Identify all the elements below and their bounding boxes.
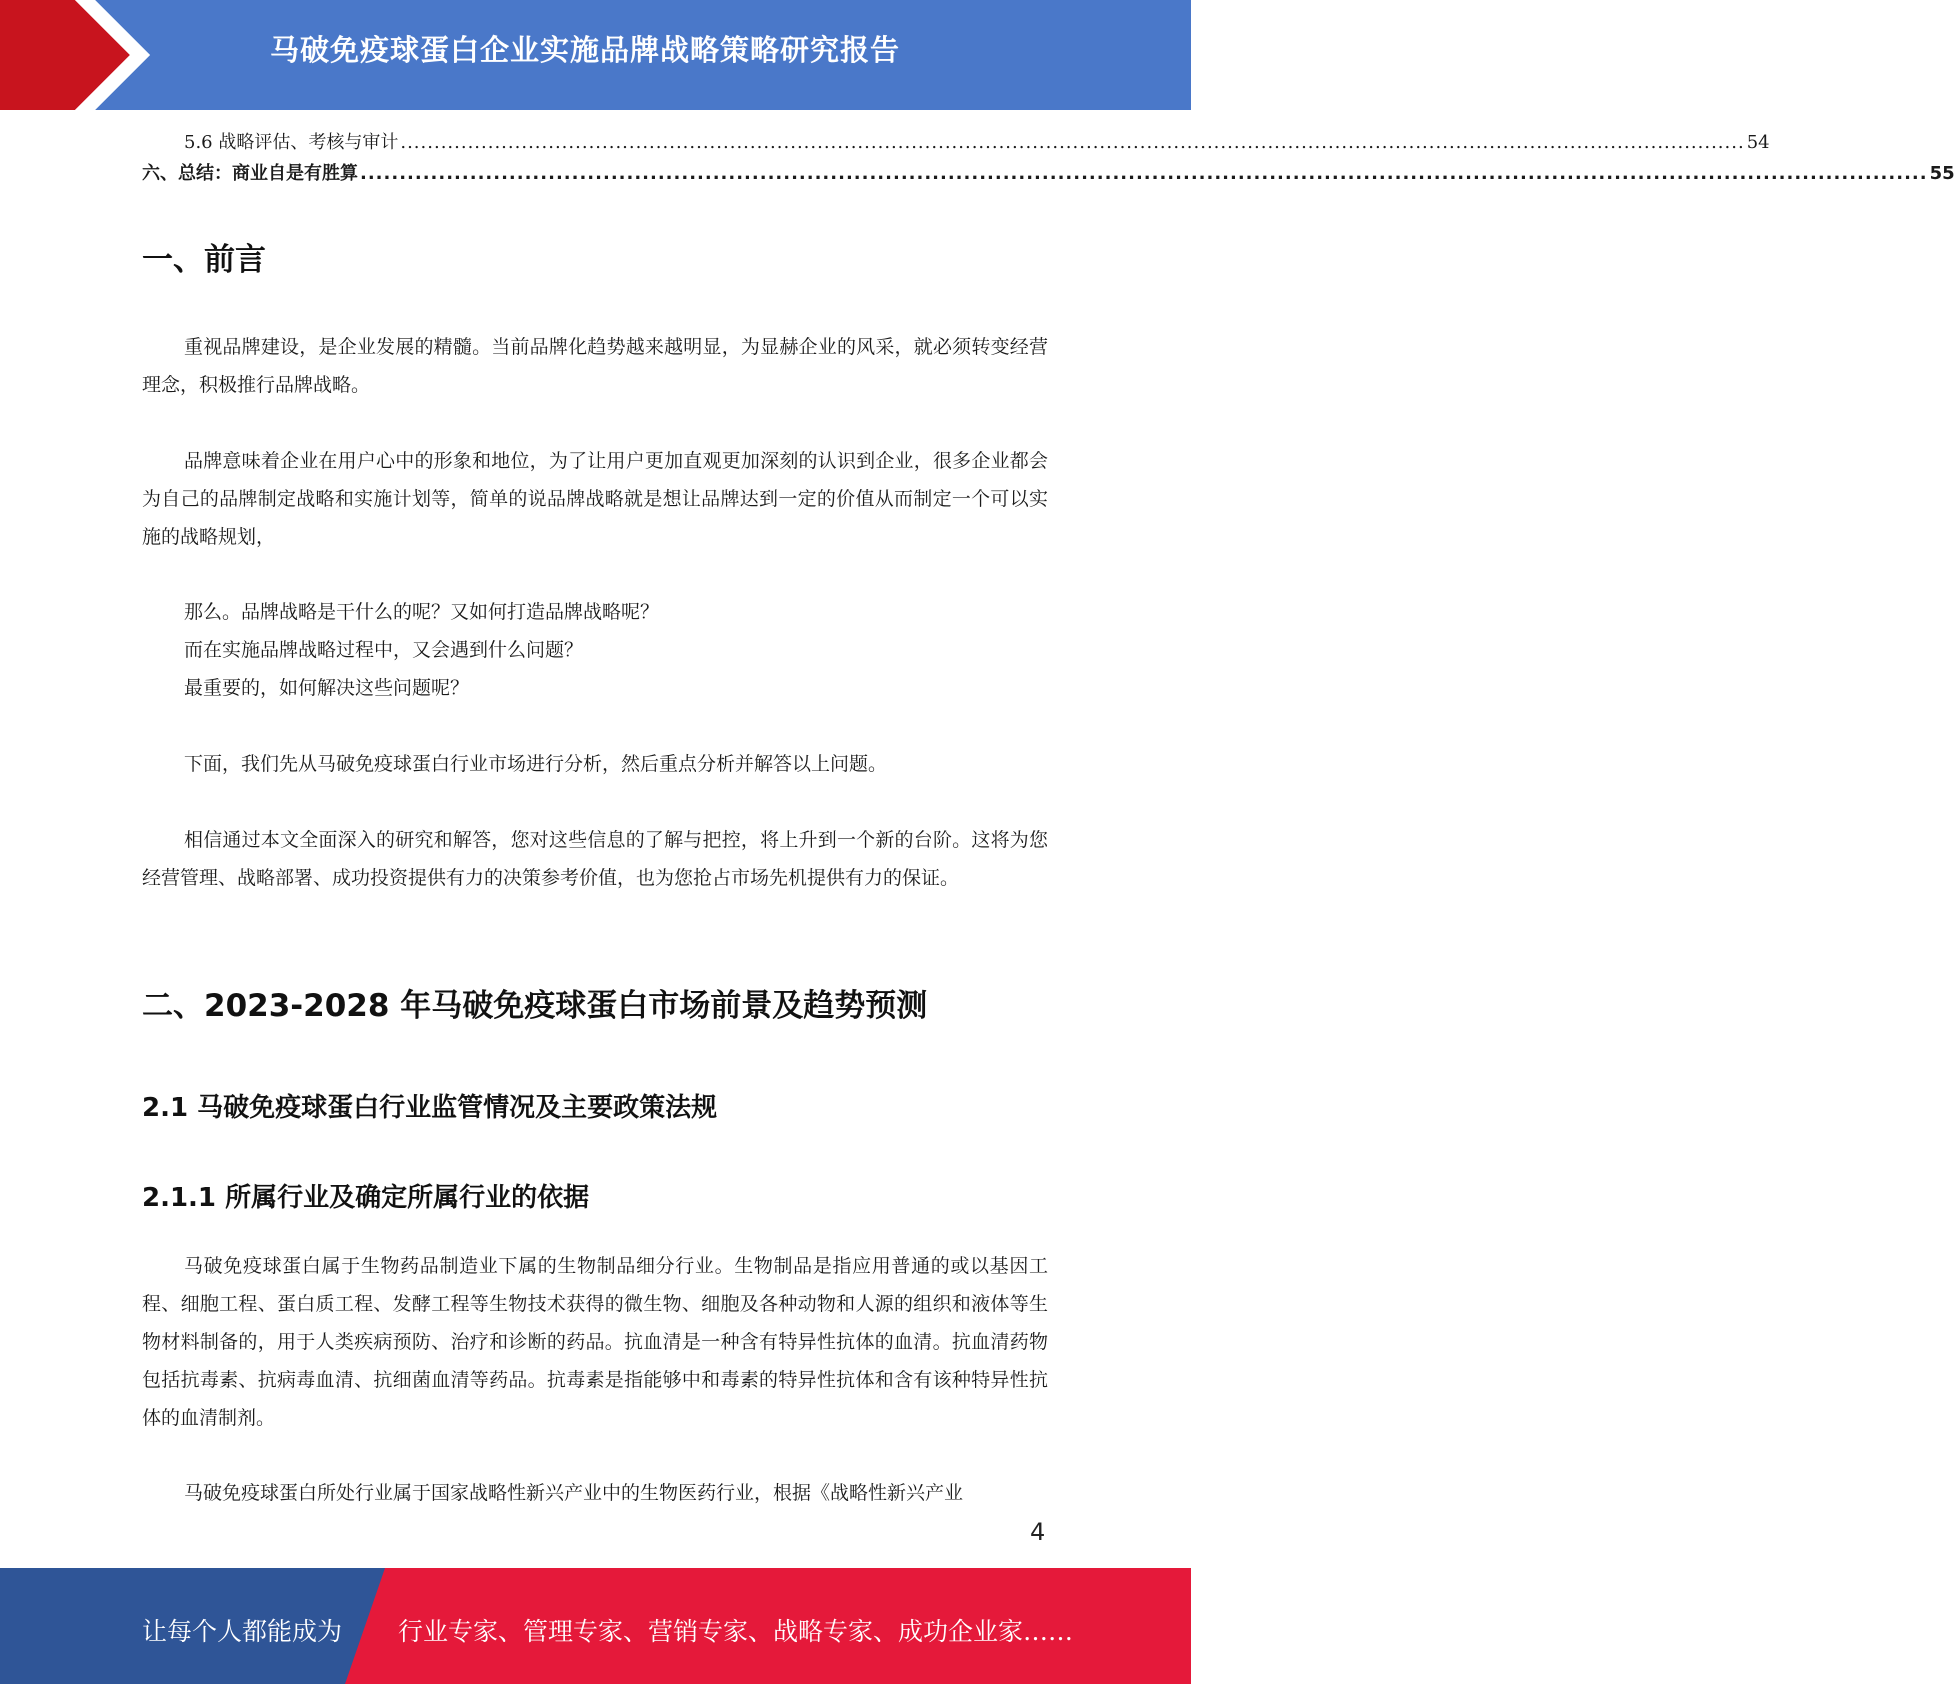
toc-entry-title: 六、总结：商业自是有胜算	[142, 163, 358, 184]
report-title: 马破免疫球蛋白企业实施品牌战略策略研究报告	[270, 33, 901, 67]
section-heading-intro: 一、前言	[142, 242, 266, 278]
paragraph: 重视品牌建设，是企业发展的精髓。当前品牌化趋势越来越明显，为显赫企业的风采，就必须转变经营理念，积极推行品牌战略。	[142, 336, 1048, 396]
toc-leader-dots: ........................................................................................................................................................................................................	[360, 163, 1928, 184]
page-number: 4	[1030, 1518, 1046, 1546]
toc-page-number: 55	[1929, 163, 1955, 184]
footer-slogan-left: 让每个人都能成为	[142, 1617, 343, 1646]
paragraph: 马破免疫球蛋白所处行业属于国家战略性新兴产业中的生物医药行业，根据《战略性新兴产业	[184, 1482, 964, 1504]
subsection-heading: 2.1 马破免疫球蛋白行业监管情况及主要政策法规	[142, 1093, 718, 1123]
section-heading-market: 二、2023-2028 年马破免疫球蛋白市场前景及趋势预测	[142, 988, 928, 1024]
paragraph: 马破免疫球蛋白属于生物药品制造业下属的生物制品细分行业。生物制品是指应用普通的或以基因工程、细胞工程、蛋白质工程、发酵工程等生物技术获得的微生物、细胞及各种动物和人源的组织和液体等生物材料制备的，用于人类疾病预防、治疗和诊断的药品。抗血清是一种含有特异性抗体的血清。抗血清药物包括抗毒素、抗病毒血清、抗细菌血清等药品。抗毒素是指能够中和毒素的特异性抗体和含有该种特异性抗体的血清制剂。	[142, 1255, 1048, 1429]
toc-entry[interactable]	[142, 162, 1955, 186]
question-line: 而在实施品牌战略过程中，又会遇到什么问题？	[184, 639, 584, 661]
header-band	[0, 0, 1191, 110]
toc-entry-title: 5.6 战略评估、考核与审计	[184, 132, 399, 153]
toc-entry[interactable]	[142, 131, 1770, 155]
toc-leader-dots: ........................................................................................................................................................................................................	[400, 132, 1745, 153]
paragraph: 品牌意味着企业在用户心中的形象和地位，为了让用户更加直观更加深刻的认识到企业，很多企业都会为自己的品牌制定战略和实施计划等，简单的说品牌战略就是想让品牌达到一定的价值从而制定一个可以实施的战略规划，	[142, 450, 1048, 548]
paragraph: 相信通过本文全面深入的研究和解答，您对这些信息的了解与把控，将上升到一个新的台阶。这将为您经营管理、战略部署、成功投资提供有力的决策参考价值，也为您抢占市场先机提供有力的保证。	[142, 829, 1048, 889]
subsubsection-heading: 2.1.1 所属行业及确定所属行业的依据	[142, 1183, 590, 1213]
question-line: 最重要的，如何解决这些问题呢？	[184, 677, 470, 699]
question-line: 那么。品牌战略是干什么的呢？又如何打造品牌战略呢？	[184, 601, 660, 623]
toc-page-number: 54	[1746, 132, 1770, 153]
footer-slogan-right: 行业专家、管理专家、营销专家、战略专家、成功企业家……	[398, 1617, 1074, 1646]
paragraph: 下面，我们先从马破免疫球蛋白行业市场进行分析，然后重点分析并解答以上问题。	[184, 753, 888, 775]
footer-band	[0, 1568, 1191, 1684]
